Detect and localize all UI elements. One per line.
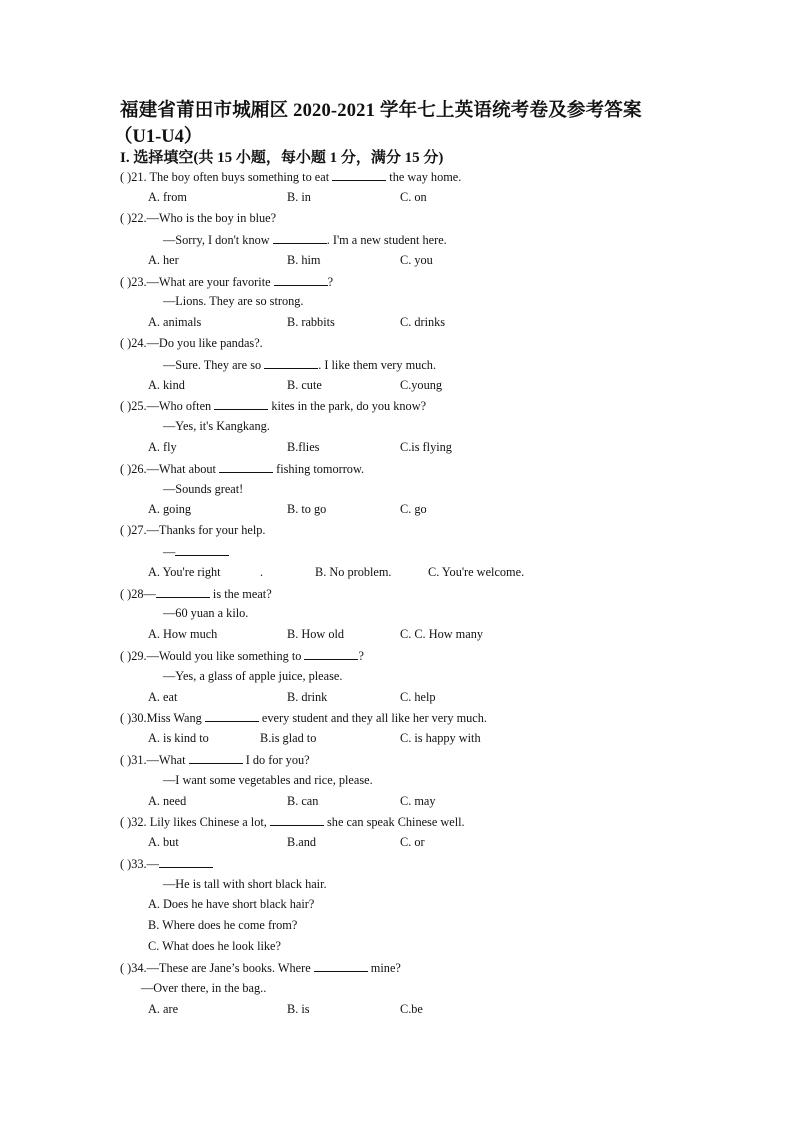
question-31: ( )31.—What I do for you? [120,753,310,767]
reply-33: —He is tall with short black hair. [163,877,327,891]
option-c: C. may [400,794,436,808]
option-c: C. you [400,253,433,267]
answer-blank [274,275,328,286]
reply-31: —I want some vegetables and rice, please. [163,773,373,787]
option-b: B. How old [287,627,345,641]
option-b: B. cute [287,378,322,392]
option-b: B. No problem. [315,565,392,579]
option-a: A. going [148,502,192,516]
option-c: C. help [400,690,436,704]
option-c: C. or [400,835,425,849]
question-21: ( )21. The boy often buys something to eat the way home. [120,170,462,184]
option-a: A. are [148,1002,179,1016]
answer-blank [273,233,327,244]
option-a: A. but [148,835,179,849]
option-b: B. him [287,253,321,267]
question-22: ( )22.—Who is the boy in blue? [120,211,277,225]
option-a: A. You're right [148,565,221,579]
question-24: ( )24.—Do you like pandas?. [120,336,263,350]
reply-23: —Lions. They are so strong. [163,294,304,308]
answer-blank [189,753,243,764]
answer-blank [332,170,386,181]
answer-blank [219,462,273,473]
question-29: ( )29.—Would you like something to ? [120,649,364,663]
option-c: C. What does he look like? [148,939,281,953]
option-b: B. rabbits [287,315,335,329]
option-b: B. to go [287,502,327,516]
reply-28: —60 yuan a kilo. [163,606,249,620]
question-23: ( )23.—What are your favorite ? [120,275,334,289]
question-30: ( )30.Miss Wang every student and they all like her very much. [120,711,487,725]
option-c: C.young [400,378,443,392]
option-b: B. can [287,794,319,808]
answer-blank [314,961,368,972]
option-b: B.is glad to [260,731,317,745]
question-34: ( )34.—These are Jane’s books. Where mine? [120,961,401,975]
page-subtitle: （U1-U4） [114,127,203,147]
answer-blank [159,857,213,868]
option-a: A. Does he have short black hair? [148,897,315,911]
reply-26: —Sounds great! [163,482,244,496]
reply-29: —Yes, a glass of apple juice, please. [163,669,343,683]
option-b: B.and [287,835,317,849]
option-a: A. eat [148,690,178,704]
reply-27: — [163,545,229,558]
option-c: C. drinks [400,315,446,329]
question-25: ( )25.—Who often kites in the park, do you know? [120,399,427,413]
answer-blank [214,399,268,410]
reply-34: —Over there, in the bag.. [141,981,267,995]
answer-blank [264,358,318,369]
answer-blank [270,815,324,826]
option-c: C.is flying [400,440,452,454]
option-c: C. is happy with [400,731,481,745]
question-27: ( )27.—Thanks for your help. [120,523,266,537]
question-33: ( )33.— [120,857,213,870]
option-a: A. kind [148,378,185,392]
question-26: ( )26.—What about fishing tomorrow. [120,462,365,476]
reply-22: —Sorry, I don't know . I'm a new student here. [163,233,447,247]
option-b: B. drink [287,690,328,704]
reply-24: —Sure. They are so . I like them very much. [163,358,437,372]
question-28: ( )28— is the meat? [120,587,272,601]
answer-blank [175,545,229,556]
stray-dot: . [260,565,264,579]
option-a: A. is kind to [148,731,209,745]
option-b: B. is [287,1002,310,1016]
option-c: C.be [400,1002,423,1016]
option-c: C. C. How many [400,627,484,641]
option-c: C. You're welcome. [428,565,525,579]
option-a: A. How much [148,627,218,641]
reply-25: —Yes, it's Kangkang. [163,419,270,433]
option-a: A. from [148,190,187,204]
option-c: C. go [400,502,427,516]
answer-blank [205,711,259,722]
option-b: B. Where does he come from? [148,918,298,932]
option-a: A. her [148,253,179,267]
option-c: C. on [400,190,427,204]
option-a: A. animals [148,315,202,329]
page-title: 福建省莆田市城厢区 2020-2021 学年七上英语统考卷及参考答案 [120,101,642,121]
option-a: A. fly [148,440,177,454]
question-32: ( )32. Lily likes Chinese a lot, she can speak Chinese well. [120,815,465,829]
answer-blank [304,649,358,660]
answer-blank [156,587,210,598]
section-title: I. 选择填空(共 15 小题，每小题 1 分，满分 15 分) [120,150,444,166]
option-a: A. need [148,794,187,808]
option-b: B. in [287,190,311,204]
option-b: B.flies [287,440,320,454]
